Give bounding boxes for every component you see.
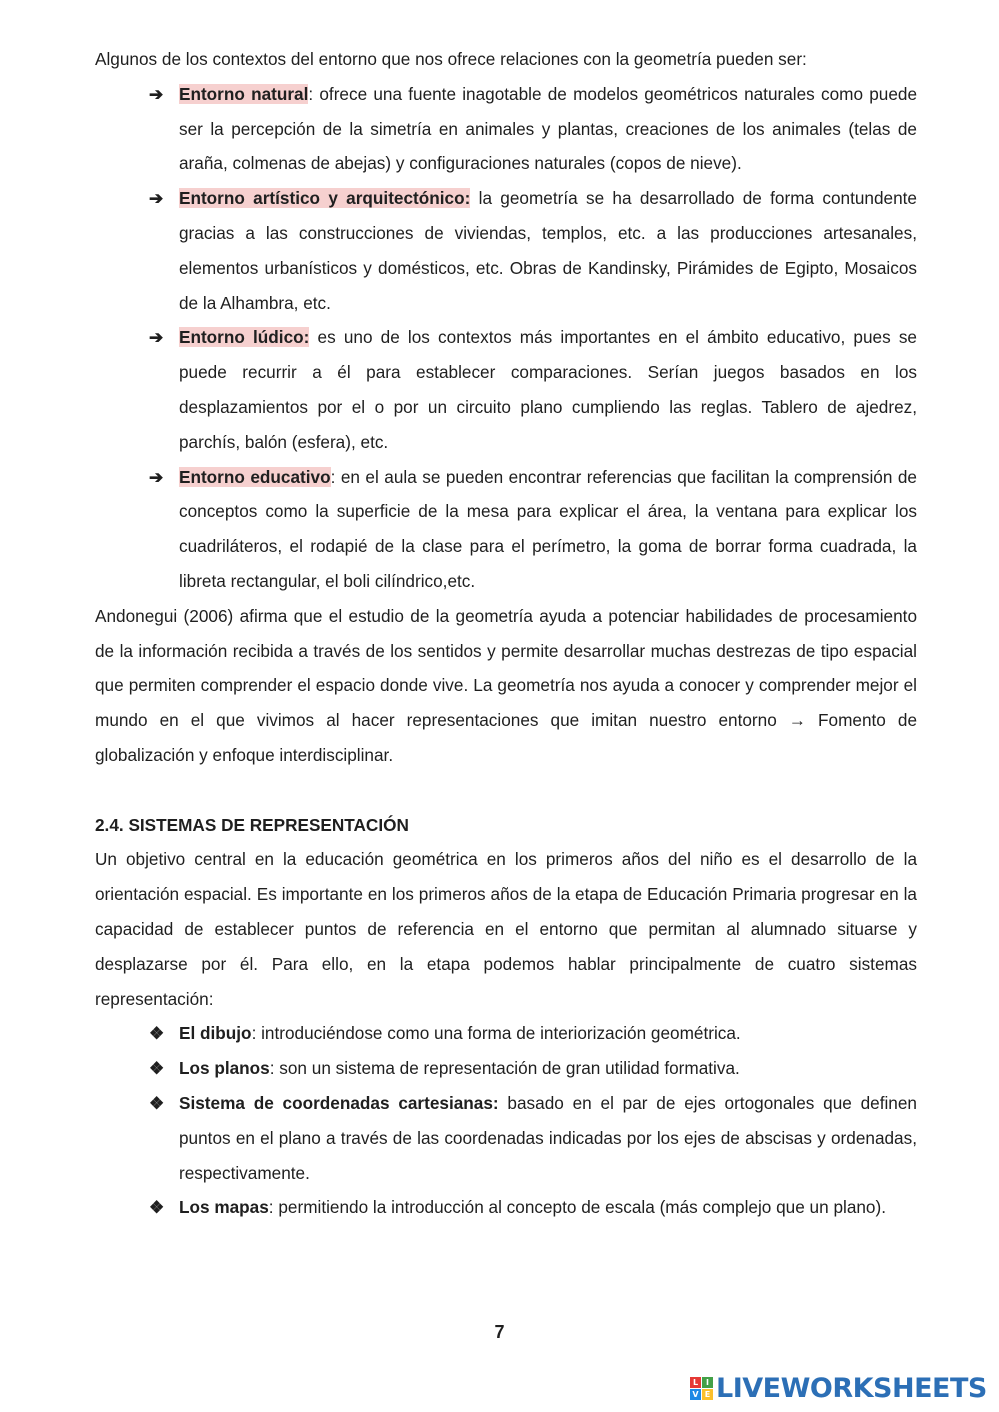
bold-term: Los planos [179,1058,270,1079]
list-item [95,77,917,181]
page-number: 7 [494,1322,505,1342]
bold-term: Los mapas [179,1197,269,1218]
highlighted-term: Entorno natural [179,83,309,104]
arrow-icon: ➔ [149,83,164,104]
section-paragraph: Un objetivo central en la educación geométrica en los primeros años del niño es el desarrollo de la orientación espacial. Es importante en los primeros años de la etapa de Educación Primaria progresar en la capacidad de establecer puntos de referencia en el entorno que permitan al alumnado situarse y desplazarse por él. Para ello, en la etapa podemos hablar principalmente de cuatro sistemas representación: [95,849,917,1009]
list-item [95,1051,917,1086]
bold-term: El dibujo [179,1023,252,1044]
diamond-icon: ❖ [149,1023,165,1044]
item-text: basado en el par de ejes ortogonales que definen puntos en el plano a través de las coordenadas indicadas por los ejes de abscisas y ordenadas, respectivamente. [179,1092,917,1183]
diamond-icon: ❖ [149,1197,165,1218]
diamond-icon: ❖ [149,1058,165,1079]
item-text: : ofrece una fuente inagotable de modelos geométricos naturales como puede ser la percepción de la simetría en animales y plantas, creaciones de los animales (telas de araña, colmenas de abejas) y configuraciones naturales (copos de nieve). [179,83,918,174]
logo-mark-letter: I [702,1377,713,1388]
arrow-icon: ➔ [149,466,164,487]
liveworksheets-logo [690,1372,987,1404]
list-item [95,1190,917,1225]
intro-paragraph: Algunos de los contextos del entorno que nos ofrece relaciones con la geometría pueden ser: [95,49,807,69]
highlighted-term: Entorno lúdico: [179,327,310,348]
logo-text: LIVEWORKSHEETS [716,1372,987,1404]
highlighted-term: Entorno artístico y arquitectónico: [179,188,471,209]
item-text: : son un sistema de representación de gran utilidad formativa. [269,1058,740,1079]
arrow-icon: ➔ [149,188,164,209]
logo-mark-letter: V [690,1389,701,1400]
item-text: la geometría se ha desarrollado de forma contundente gracias a las construcciones de viviendas, templos, etc. a las producciones artesanales, elementos urbanísticos y domésticos, etc. Obras de Kandinsky, Pirámides de Egipto, Mosaicos de la Alhambra, etc. [179,188,917,313]
logo-mark-icon [690,1377,713,1400]
list-item [95,1086,917,1190]
item-text: : permitiendo la introducción al concepto de escala (más complejo que un plano). [268,1197,886,1218]
andonegui-paragraph: Andonegui (2006) afirma que el estudio de la geometría ayuda a potenciar habilidades de procesamiento de la información recibida a través de los sentidos y permite desarrollar muchas destrezas de tipo espacial que permiten comprender el espacio donde vive. La geometría nos ayuda a conocer y comprender mejor el mundo en el que vivimos al hacer representaciones que imitan nuestro entorno → Fomento de globalización y enfoque interdisciplinar. [95,605,917,765]
logo-mark-letter: L [690,1377,701,1388]
highlighted-term: Entorno educativo [179,466,331,487]
bold-term: Sistema de coordenadas cartesianas: [179,1092,499,1113]
entornos-list [95,77,917,599]
arrow-icon: ➔ [149,327,164,348]
item-text: : introduciéndose como una forma de interiorización geométrica. [251,1023,741,1044]
sistemas-list [95,1016,917,1225]
logo-mark-letter: E [702,1389,713,1400]
item-text: : en el aula se pueden encontrar referencias que facilitan la comprensión de conceptos como la superficie de la mesa para explicar el área, la ventana para explicar los cuadriláteros, el rodapié de la clase para el perímetro, la goma de borrar forma cuadrada, la libreta rectangular, el boli cilíndrico,etc. [179,466,917,591]
list-item [95,181,917,320]
diamond-icon: ❖ [149,1092,165,1113]
item-text: es uno de los contextos más importantes en el ámbito educativo, pues se puede recurrir a él para establecer comparaciones. Serían juegos basados en los desplazamientos por el o por un circuito plano cumpliendo las reglas. Tablero de ajedrez, parchís, balón (esfera), etc. [179,327,917,452]
section-heading: 2.4. SISTEMAS DE REPRESENTACIÓN [95,814,409,835]
list-item [95,460,917,599]
list-item [95,1016,917,1051]
list-item [95,320,917,459]
document-body [95,42,917,1225]
